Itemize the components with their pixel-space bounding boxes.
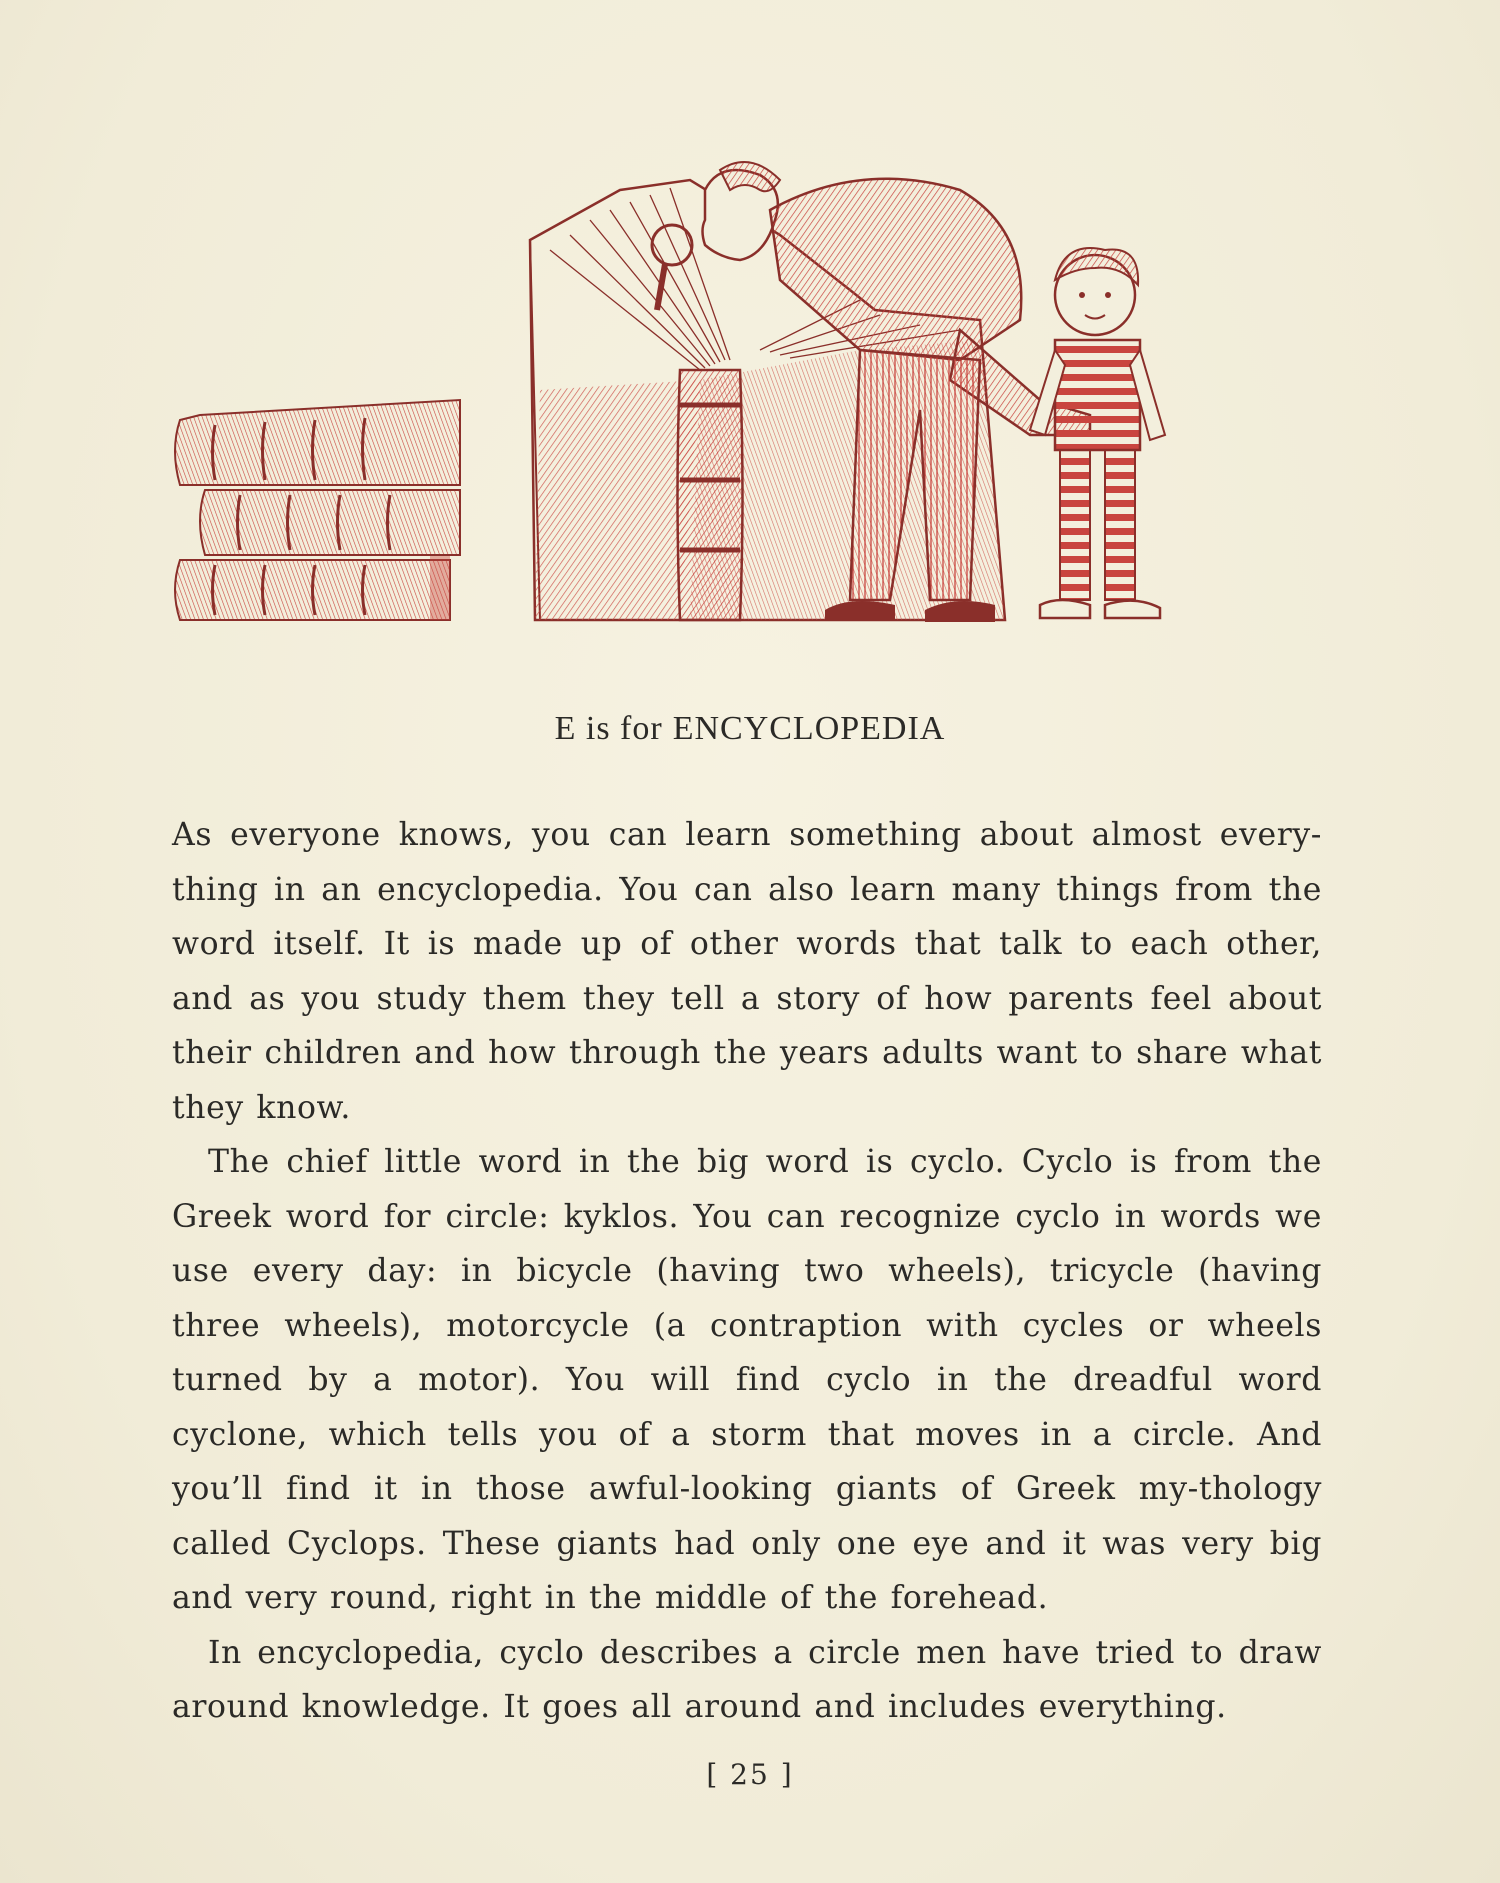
paragraph-1: As everyone knows, you can learn something about almost every-thing in an encyclopedia. You can also learn many things from the word itself. It is made up of other words that talk to each other, and as you study them they tell a story of how parents feel about their children and how through the years adults want to share what they know. — [172, 817, 1322, 1126]
book-stack — [175, 400, 460, 620]
body-text — [172, 808, 1322, 1735]
chapter-title — [0, 710, 1500, 748]
stacked-book-top — [175, 400, 460, 485]
chapter-title-word: ENCYCLOPEDIA — [672, 710, 946, 747]
paragraph-3: In encyclopedia, cyclo describes a circle men have tried to draw around knowledge. It goes all around and includes everything. — [172, 1634, 1322, 1725]
stacked-book-middle — [200, 490, 460, 555]
paragraph-2: The chief little word in the big word is cyclo. Cyclo is from the Greek word for circle: kyklos. You can recognize cyclo in words we use every day: in bicycle (having two wheels), tricycle (having three wheels), motorcycle (a contraption with cycles or wheels turned by a motor). You will find cyclo in the dreadful word cyclone, which tells you of a storm that moves in a circle. And you’ll find it in those awful-looking giants of Greek my-thology called Cyclops. These giants had only one eye and it was very big and very round, right in the middle of the forehead. — [172, 1144, 1322, 1616]
chapter-title-lead: E is for — [554, 710, 663, 747]
magnifier-icon — [652, 225, 692, 265]
page-number: [ 25 ] — [706, 1758, 794, 1791]
stacked-book-bottom — [175, 555, 450, 620]
encyclopedia-illustration — [160, 150, 1360, 650]
